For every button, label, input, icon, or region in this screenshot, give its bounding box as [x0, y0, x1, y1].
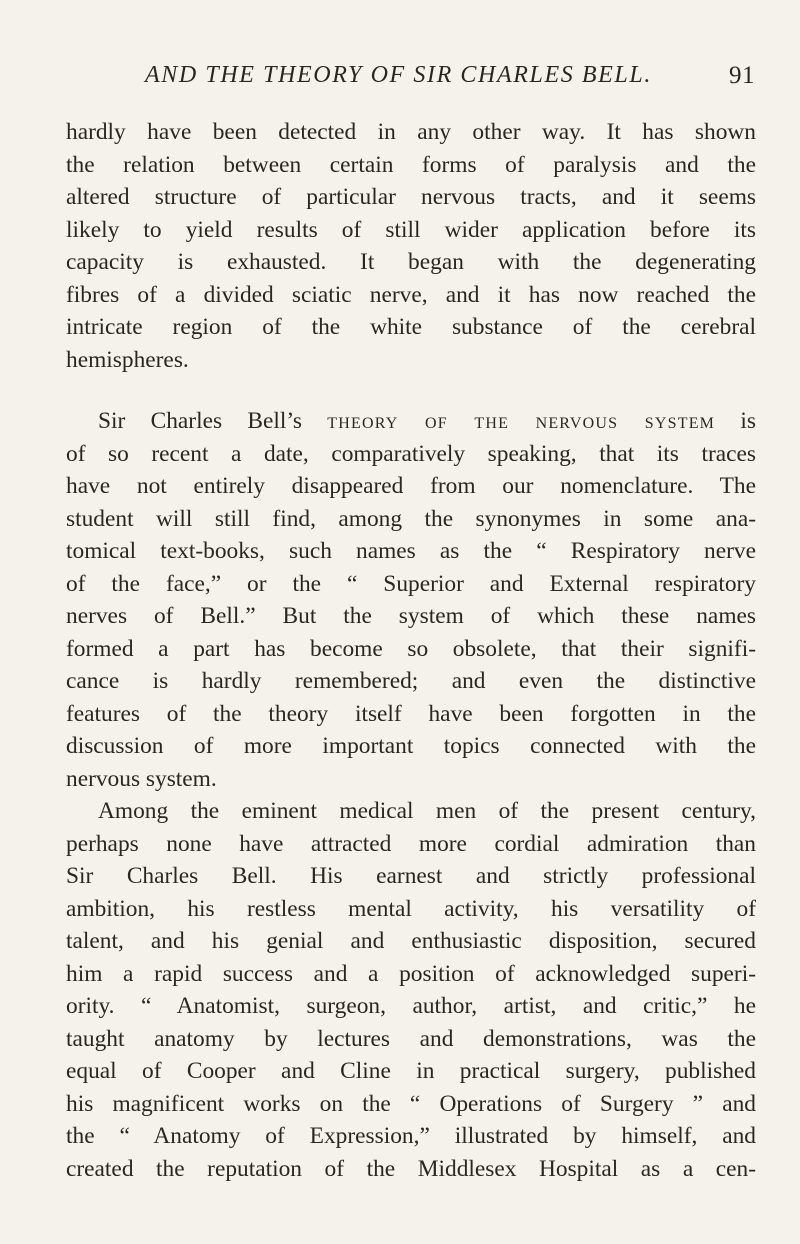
text-line: equal of Cooper and Cline in practical surgery, published: [66, 1058, 756, 1084]
text-line: perhaps none have attracted more cordial admiration than: [66, 830, 756, 857]
text-line: ambition, his restless mental activity, his versatility of: [66, 895, 756, 922]
text-line: cance is hardly remembered; and even the distinctive: [66, 668, 756, 694]
text-line: of so recent a date, comparatively speaking, that its traces: [66, 440, 756, 467]
section-heading-smallcaps: theory of the nervous system: [327, 408, 716, 434]
text-line: intricate region of the white substance of the cerebral: [66, 314, 756, 340]
text-line: Among the eminent medical men of the present century,: [98, 798, 756, 824]
text-line: of the face,” or the “ Superior and External respiratory: [66, 570, 756, 597]
text-line: his magnificent works on the “ Operations of Surgery ” and: [66, 1090, 756, 1117]
line-prefix: Sir Charles Bell’s: [98, 408, 328, 434]
text-line: Sir Charles Bell. His earnest and strictly professional: [66, 863, 756, 889]
paragraph-3: [66, 795, 756, 1185]
text-line: tomical text-books, such names as the “ Respiratory nerve: [66, 538, 756, 564]
text-line: hemispheres.: [66, 346, 189, 373]
paragraph-1: [66, 116, 756, 376]
text-line: student will still find, among the synonymes in some ana-: [66, 505, 756, 532]
text-line: capacity is exhausted. It began with the degenerating: [66, 249, 756, 275]
page-number: 91: [729, 62, 755, 89]
text-line: nervous system.: [66, 765, 217, 792]
text-line: ority. “ Anatomist, surgeon, author, artist, and critic,” he: [66, 993, 756, 1019]
text-line: hardly have been detected in any other way. It has shown: [66, 119, 756, 145]
text-line: discussion of more important topics connected with the: [66, 733, 756, 759]
text-line: features of the theory itself have been forgotten in the: [66, 700, 756, 727]
section-gap: [66, 376, 756, 405]
text-line: formed a part has become so obsolete, that their signifi-: [66, 635, 756, 662]
text-line: the relation between certain forms of paralysis and the: [66, 151, 756, 178]
text-line: talent, and his genial and enthusiastic disposition, secured: [66, 928, 756, 954]
line-suffix: is: [715, 408, 756, 434]
text-line: him a rapid success and a position of acknowledged superi-: [66, 960, 756, 987]
text-line: taught anatomy by lectures and demonstrations, was the: [66, 1025, 756, 1052]
text-line: fibres of a divided sciatic nerve, and it has now reached the: [66, 281, 756, 308]
body-text: [66, 116, 756, 1185]
running-title: AND THE THEORY OF SIR CHARLES BELL.: [145, 62, 652, 88]
running-head: [145, 62, 755, 98]
text-line: likely to yield results of still wider application before its: [66, 216, 756, 243]
text-line-first: [66, 405, 756, 438]
text-line: nerves of Bell.” But the system of which these names: [66, 603, 756, 629]
paragraph-2: [66, 405, 756, 795]
text-line: altered structure of particular nervous tracts, and it seems: [66, 184, 756, 210]
text-line: created the reputation of the Middlesex Hospital as a cen-: [66, 1155, 756, 1182]
text-line: the “ Anatomy of Expression,” illustrated by himself, and: [66, 1123, 756, 1149]
text-line: have not entirely disappeared from our nomenclature. The: [66, 473, 756, 499]
